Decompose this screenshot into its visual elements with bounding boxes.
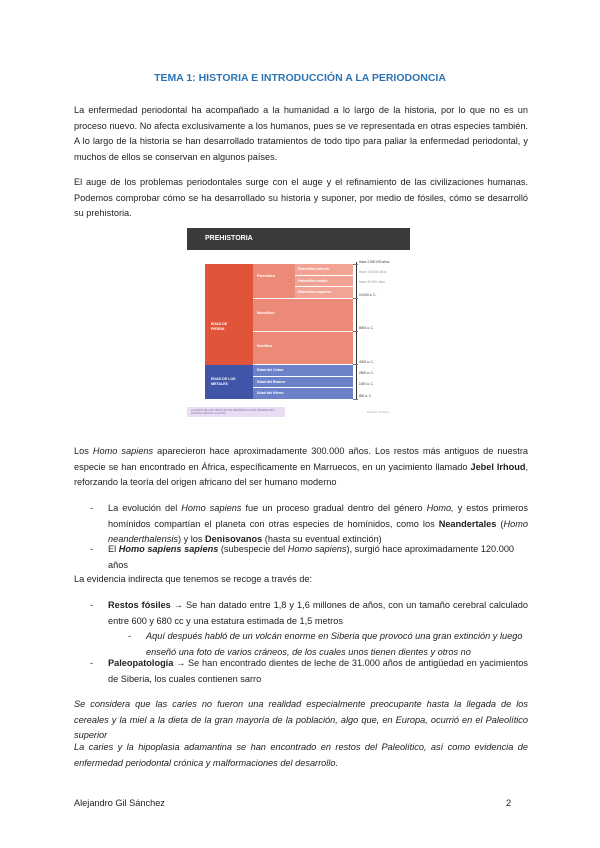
text-span: →: [170, 600, 186, 610]
bullet-item-restos: [90, 598, 528, 629]
dash-marker: -: [90, 600, 94, 610]
dash-marker: -: [90, 658, 94, 668]
history-paragraph: El auge de los problemas periodontales surge con el auge y el refinamiento de las civilizaciones humanas. Podemos comprobar cómo se ha desarrollado su historia y suponer, por medio de fósiles, cómo se desarrolló su prehistoria.: [74, 177, 528, 219]
paleo-superior-label: Paleolítico superior: [298, 290, 332, 294]
text-span: (: [496, 518, 504, 529]
text-span: y estos primeros homínidos compartían el planeta con otras especies de homínidos, como los: [108, 503, 528, 529]
text-span: Homo neanderthalensis: [108, 518, 528, 545]
text-span: Neandertales: [438, 518, 497, 529]
paleo-medio-block: [295, 275, 353, 286]
text-span: , reforzando la teoría del origen africano del ser humano moderno: [74, 461, 529, 488]
cobre-label: Edad del Cobre: [257, 368, 284, 372]
hypoplasia-paragraph: La caries y la hipoplasia adamantina se han encontrado en restos del Paleolítico, así como evidencia de enfermedad periodontal crónica y malformaciones del desarrollo.: [74, 742, 528, 768]
text-span: (hasta su eventual extinción): [262, 534, 382, 545]
bronce-block: [253, 376, 353, 387]
text-span: ) y los: [177, 534, 206, 545]
paleo-inferior-label: Paleolítico inferior: [298, 267, 330, 271]
homo-sapiens-paragraph: [74, 444, 528, 491]
text-span: Se han encontrado dientes de leche de 31.000 años de antigüedad en yacimientos de Siberia, los cuales contienen sarro: [108, 658, 529, 684]
text-span: El: [108, 544, 119, 554]
text-span: Los: [74, 446, 93, 456]
text-span: (subespecie del: [218, 544, 288, 554]
tick-label: 4000 a. C.: [359, 360, 374, 364]
dash-marker: -: [90, 544, 94, 554]
mesolitico-label: Mesolítico: [257, 311, 275, 315]
edad-piedra-label: EDAD DE PIEDRA: [211, 322, 228, 331]
text-span: ), surgió hace aproximadamente 120.000 años: [108, 544, 515, 570]
cobre-block: [253, 365, 353, 376]
paleolitico-block: [253, 264, 295, 298]
text-span: Restos fósiles: [108, 600, 171, 610]
tick-label: Hace 40.000 años: [359, 280, 385, 284]
bullet-item: [90, 542, 528, 573]
text-span: →: [173, 658, 189, 668]
figure-note: LA EDAD DE LOS METALES SE DESARROLLA EN DIFERENTES FECHAS SEGÚN LA ZONA: [187, 407, 285, 417]
page-number: 2: [506, 798, 512, 808]
paleo-inferior-block: [295, 264, 353, 275]
figure-credit: Profesor Sobrino: [367, 410, 390, 414]
page-title: TEMA 1: HISTORIA E INTRODUCCIÓN A LA PERIODONCIA: [154, 72, 446, 84]
intro-paragraph: La enfermedad periodontal ha acompañado a la humanidad a lo largo de la historia, por lo que no es un proceso nuevo. No afecta exclusivamente a los humanos, pues se ve representada en otras especies también. A lo largo de la historia se han desarrollado tratamientos de todo tipo para paliar la enfermedad periodontal, y muchos de ellos se conservan en algunos países.: [74, 105, 528, 162]
tick-label: 800 a. C.: [359, 394, 372, 398]
hierro-label: Edad del Hierro: [257, 391, 284, 395]
prehistory-figure: [187, 228, 410, 420]
edad-metales-block: [205, 365, 253, 399]
text-span: Homo sapiens: [92, 446, 154, 456]
text-span: La evolución del: [108, 503, 182, 513]
text-span: Aquí después habló de un volcán enorme en Siberia que provocó una gran extinción y luego enseñó una foto de varios cráneos, de los cuales unos tienen dientes y otros no: [146, 631, 523, 657]
tick-label: Hace 150.000 años: [359, 270, 387, 274]
tick-label: 1000 a. C.: [359, 382, 374, 386]
text-span: Paleopatología: [108, 658, 174, 668]
paleolitico-label: Paleolítico: [257, 274, 275, 278]
neolitico-label: Neolítico: [257, 344, 273, 348]
paleo-superior-block: [295, 286, 353, 298]
figure-header: PREHISTORIA: [187, 228, 410, 250]
text-span: Denisovanos: [205, 534, 263, 545]
hierro-block: [253, 387, 353, 399]
paleo-medio-label: Paleolítico medio: [298, 279, 328, 283]
text-span: Homo,: [426, 503, 454, 513]
dash-marker: -: [128, 631, 132, 641]
tick-label: Hace 2.500.000 años: [359, 260, 390, 264]
text-span: Se han datado entre 1,8 y 1,6 millones de años, con un tamaño cerebral calculado entre 600 y 680 cc y una estatura estimada de 1,5 metros: [108, 600, 528, 626]
text-span: Jebel Irhoud: [470, 461, 526, 472]
footer-author: Alejandro Gil Sánchez: [74, 798, 165, 808]
tick-label: 8000 a. C.: [359, 326, 374, 330]
text-span: Homo sapiens sapiens: [118, 544, 219, 554]
neolitico-block: [253, 332, 353, 364]
dash-marker: -: [90, 503, 94, 513]
text-span: Homo sapiens: [181, 503, 242, 513]
edad-metales-label: EDAD DE LOS METALES: [211, 377, 236, 386]
caries-paragraph: Se considera que las caries no fueron una realidad especialmente preocupante hasta la llegada de los cereales y la miel a la dieta de la gran mayoría de la población, algo que, en Europa, ocurrió en el Paleolítico superior: [74, 699, 528, 741]
bullet-item: [90, 501, 528, 548]
bronce-label: Edad del Bronce: [257, 380, 286, 384]
tick-label: 2500 a. C.: [359, 371, 374, 375]
mesolitico-block: [253, 299, 353, 331]
tick-label: 10.000 a. C.: [359, 293, 377, 297]
bullet-item-paleo: [90, 656, 529, 687]
text-span: aparecieron hace aproximadamente 300.000 años. Los restos más antiguos de nuestra especie se han encontrado en África, específicamente en Marruecos, en un yacimiento llamado: [74, 446, 528, 472]
text-span: fue un proceso gradual dentro del género: [241, 503, 427, 513]
evidence-intro: La evidencia indirecta que tenemos se recoge a través de:: [74, 574, 313, 584]
text-span: Homo sapiens: [287, 544, 347, 554]
